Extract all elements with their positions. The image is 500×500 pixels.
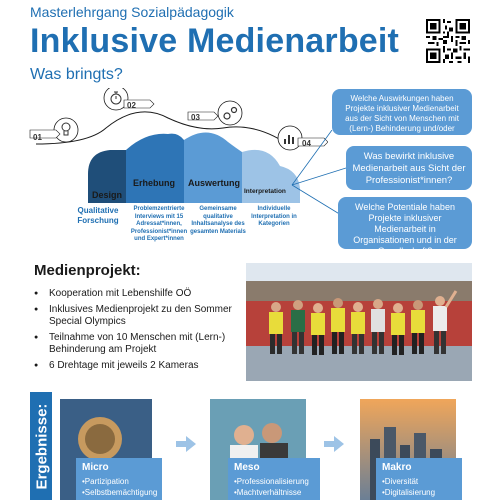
question-bubble-3: Welche Potentiale haben Projekte inklusiver Medienarbeit in Organisationen und in der Gesellschaft? — [338, 197, 472, 249]
meso-card — [228, 458, 320, 500]
process-diagram — [28, 88, 328, 203]
question-bubble-1: Welche Auswirkungen haben Projekte inklusiver Medienarbeit aus der Sicht von Menschen mit (Lern-) Behinderung und/oder psychischer Erkrankung? — [332, 89, 472, 135]
group-photo — [246, 263, 472, 381]
meso-card-title: Meso — [234, 462, 260, 473]
step-desc-auswertung: Gemeinsame qualitative Inhaltsanalyse des gesamten Materials — [190, 206, 246, 235]
makro-card-title: Makro — [382, 462, 412, 473]
step-desc-erhebung: Problemzentrierte Interviews mit 15 Adressat*innen, Professionist*innen und Expert*innen — [130, 206, 188, 242]
makro-card-item: •Diversität — [382, 477, 419, 486]
list-item: ● Kooperation mit Lebenshilfe OÖ — [34, 288, 234, 301]
meso-card-item: •Professionalisierung — [234, 477, 309, 486]
list-item: ● Teilnahme von 10 Menschen mit (Lern-) Behinderung am Projekt — [34, 332, 234, 357]
step-03-number: 03 — [191, 113, 200, 122]
step-desc-interpretation: Individuelle Interpretation in Kategorien — [251, 206, 297, 227]
makro-card — [376, 458, 462, 500]
medienprojekt-list — [34, 288, 234, 375]
step-label-erhebung: Erhebung — [133, 178, 175, 188]
tagline: Was bringts? — [30, 66, 123, 83]
step-desc-design: Qualitative Forschung — [77, 206, 119, 225]
list-item: ● Inklusives Medienprojekt zu den Sommer Special Olympics — [34, 304, 234, 329]
step-label-design: Design — [92, 190, 123, 200]
question-bubble-2: Was bewirkt inklusive Medienarbeit aus Sicht der Professionist*innen? — [346, 146, 472, 190]
arrow-right-icon — [176, 436, 196, 452]
qr-code-icon[interactable] — [426, 19, 470, 63]
step-04-number: 04 — [302, 139, 311, 148]
micro-card-item: •Partizipation — [82, 477, 129, 486]
meso-card-item: •Machtverhältnisse — [234, 488, 302, 497]
step-01-number: 01 — [33, 133, 42, 142]
micro-card-title: Micro — [82, 462, 109, 473]
makro-card-item: •Digitalisierung — [382, 488, 436, 497]
medienprojekt-title: Medienprojekt: — [34, 262, 141, 279]
program-subtitle: Masterlehrgang Sozialpädagogik — [30, 4, 234, 20]
step-02-number: 02 — [127, 101, 136, 110]
ergebnisse-label — [30, 392, 52, 500]
ergebnisse-label-text: Ergebnisse: — [33, 403, 51, 490]
arrow-right-icon — [324, 436, 344, 452]
list-item: ● 6 Drehtage mit jeweils 2 Kameras — [34, 360, 234, 373]
micro-card-item: •Selbstbemächtigung — [82, 488, 158, 497]
page-title: Inklusive Medienarbeit — [30, 22, 400, 60]
step-label-interpretation: Interpretation — [244, 188, 286, 195]
micro-card — [76, 458, 162, 500]
step-03-circle — [218, 101, 242, 125]
step-label-auswertung: Auswertung — [188, 178, 241, 188]
step-01-circle — [54, 118, 78, 142]
